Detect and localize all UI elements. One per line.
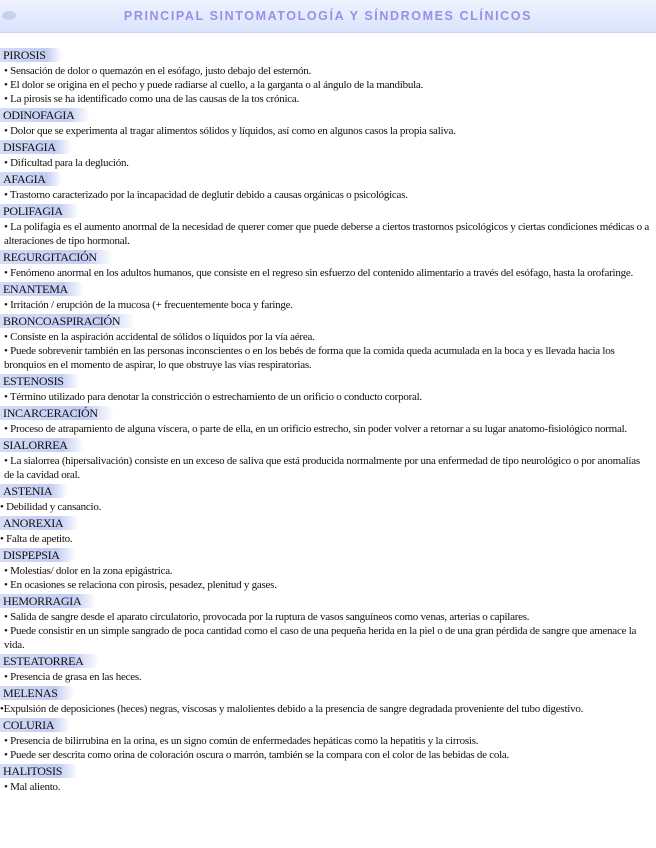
definition-line: • Dificultad para la deglución. xyxy=(4,157,129,169)
definition-line: • La pirosis se ha identificado como una de las causas de la tos crónica. xyxy=(4,93,300,105)
term-heading: BRONCOASPIRACIÓN xyxy=(0,314,136,328)
glossary-entry xyxy=(0,202,650,248)
glossary-entry xyxy=(0,436,650,482)
glossary-entry xyxy=(0,546,650,592)
definition-line: • Molestias/ dolor en la zona epigástrica. xyxy=(4,565,173,577)
glossary-entry xyxy=(0,46,650,106)
term-heading: ESTEATORREA xyxy=(0,654,99,668)
definition-line: • La sialorrea (hipersalivación) consiste en un exceso de saliva que está producida normalmente por una enfermedad de tipo neurológico o por anomalías de la cavidad oral. xyxy=(4,455,640,481)
definition-line: • Puede consistir en un simple sangrado de poca cantidad como el caso de una pequeña herida en la piel o de una gran pérdida de sangre que amenace la vida. xyxy=(4,625,637,651)
glossary-entry xyxy=(0,106,650,138)
term-heading: ASTENIA xyxy=(0,484,68,498)
glossary-entry xyxy=(0,482,650,514)
term-heading: PIROSIS xyxy=(0,48,62,62)
glossary-entry xyxy=(0,592,650,652)
page-title: PRINCIPAL SINTOMATOLOGÍA Y SÍNDROMES CLÍNICOS xyxy=(123,9,533,23)
page-header xyxy=(0,0,656,33)
term-heading: SIALORREA xyxy=(0,438,84,452)
definition-line: • El dolor se origina en el pecho y puede radiarse al cuello, a la garganta o al ángulo de la mandíbula. xyxy=(4,79,424,91)
definition-line: • Consiste en la aspiración accidental de sólidos o líquidos por la vía aérea. xyxy=(4,331,315,343)
definition-line: • Mal aliento. xyxy=(4,781,61,793)
definition-line: • Dolor que se experimenta al tragar alimentos sólidos y líquidos, así como en algunos casos la propia saliva. xyxy=(4,125,456,137)
definition-line: • Presencia de grasa en las heces. xyxy=(4,671,142,683)
glossary-entry xyxy=(0,684,650,716)
term-heading: HEMORRAGIA xyxy=(0,594,97,608)
definition-line: • Término utilizado para denotar la constricción o estrechamiento de un orificio o conducto corporal. xyxy=(4,391,422,403)
term-heading: POLIFAGIA xyxy=(0,204,79,218)
glossary-entry xyxy=(0,514,650,546)
definition-line: • Debilidad y cansancio. xyxy=(0,501,102,513)
term-heading: AFAGIA xyxy=(0,172,62,186)
glossary-entry xyxy=(0,652,650,684)
term-heading: INCARCERACIÓN xyxy=(0,406,114,420)
definition-line: • Proceso de atrapamiento de alguna víscera, o parte de ella, en un orificio estrecho, sin poder volver a retornar a su lugar anatomo-fisiológico normal. xyxy=(4,423,627,435)
definition-line: • Sensación de dolor o quemazón en el esófago, justo debajo del esternón. xyxy=(4,65,311,77)
glossary-entry xyxy=(0,372,650,404)
term-heading: DISFAGIA xyxy=(0,140,72,154)
term-heading: ODINOFAGIA xyxy=(0,108,90,122)
term-heading: COLURIA xyxy=(0,718,70,732)
glossary-entry xyxy=(0,762,650,794)
glossary-entry xyxy=(0,170,650,202)
definition-line: • Puede ser descrita como orina de coloración oscura o marrón, también se la compara con el color de las bebidas de cola. xyxy=(4,749,510,761)
term-heading: ANOREXIA xyxy=(0,516,79,530)
definition-line: • La polifagia es el aumento anormal de la necesidad de querer comer que puede deberse a ciertos trastornos psicológicos y ciertas condiciones médicas o a alteraciones de tipo hormonal. xyxy=(4,221,649,247)
term-heading: ENANTEMA xyxy=(0,282,84,296)
glossary-entry xyxy=(0,138,650,170)
glossary-entry xyxy=(0,312,650,372)
glossary-entry xyxy=(0,404,650,436)
term-heading: ESTENOSIS xyxy=(0,374,80,388)
definition-line: • Trastorno caracterizado por la incapacidad de deglutir debido a causas orgánicas o psicológicas. xyxy=(4,189,408,201)
term-heading: REGURGITACIÓN xyxy=(0,250,113,264)
definition-line: • Irritación / erupción de la mucosa (+ frecuentemente boca y faringe. xyxy=(4,299,293,311)
glossary-entry xyxy=(0,280,650,312)
glossary-entry xyxy=(0,716,650,762)
term-heading: DISPEPSIA xyxy=(0,548,76,562)
definition-line: • En ocasiones se relaciona con pirosis, pesadez, plenitud y gases. xyxy=(4,579,277,591)
glossary-entry xyxy=(0,248,650,280)
term-heading: MELENAS xyxy=(0,686,74,700)
term-heading: HALITOSIS xyxy=(0,764,78,778)
definition-line: • Fenómeno anormal en los adultos humanos, que consiste en el regreso sin esfuerzo del contenido alimentario a través del esófago, hasta la orofaringe. xyxy=(4,267,633,279)
definition-line: • Puede sobrevenir también en las personas inconscientes o en los bebés de forma que la comida queda acumulada en la boca y es llevada hacia los bronquios en el momento de aspirar, lo que obstruye las vías respiratorias. xyxy=(4,345,615,371)
definition-line: •Expulsión de deposiciones (heces) negras, viscosas y malolientes debido a la presencia de sangre degradada proveniente del tubo digestivo. xyxy=(0,703,584,715)
definition-line: • Falta de apetito. xyxy=(0,533,73,545)
definition-line: • Salida de sangre desde el aparato circulatorio, provocada por la ruptura de vasos sanguíneos como venas, arterias o capilares. xyxy=(4,611,530,623)
glossary-list xyxy=(0,46,650,794)
definition-line: • Presencia de bilirrubina en la orina, es un signo común de enfermedades hepáticas como la hepatitis y la cirrosis. xyxy=(4,735,479,747)
